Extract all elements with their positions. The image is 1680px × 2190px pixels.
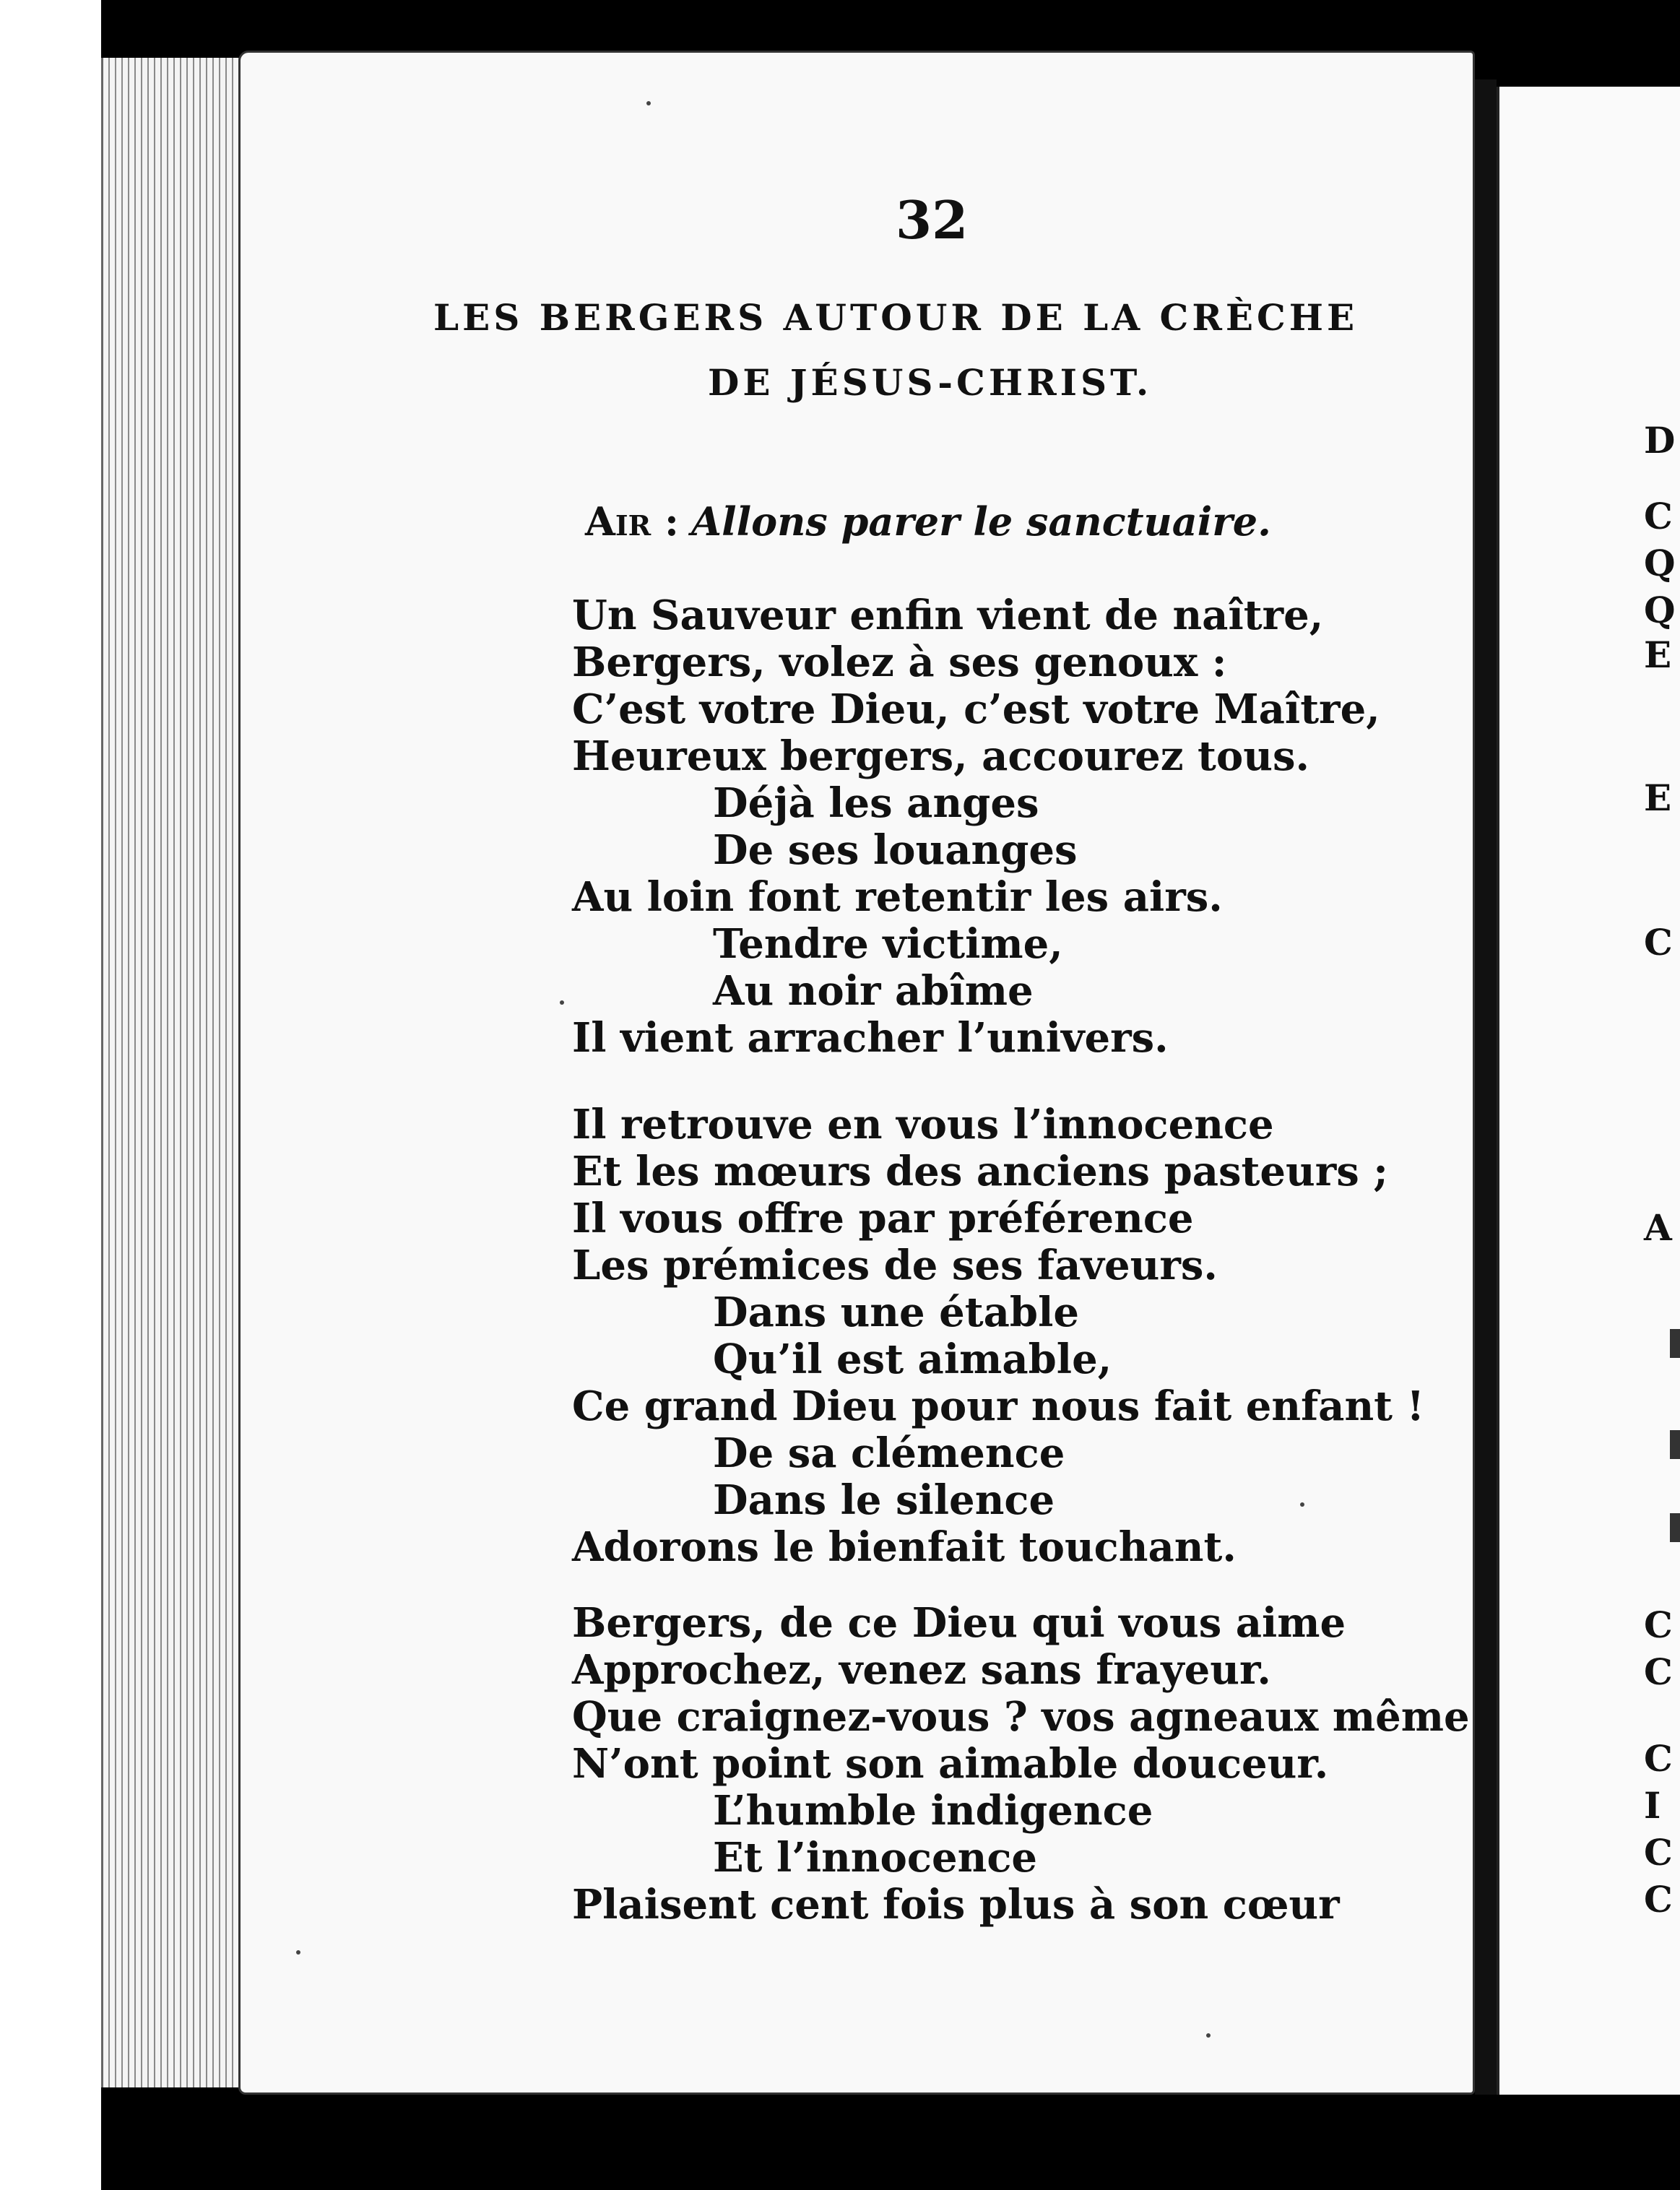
song-title-line-2: DE JÉSUS-CHRIST. (708, 361, 1153, 404)
verse-line: Bergers, volez à ses genoux : (572, 639, 1227, 686)
paper-speck (646, 101, 651, 105)
verse-line: Bergers, de ce Dieu qui vous aime (572, 1599, 1346, 1647)
facing-page-letter: C (1644, 1831, 1673, 1874)
verse-line-indented: De sa clémence (713, 1429, 1065, 1477)
verse-line: Il vient arracher l’univers. (572, 1014, 1169, 1062)
verse-line: Heureux bergers, accourez tous. (572, 732, 1310, 780)
verse-line-indented: Et l’innocence (713, 1834, 1038, 1882)
page-edges (101, 58, 248, 2087)
facing-page-letter: I (1644, 1784, 1661, 1827)
verse-line-indented: Dans une étable (713, 1289, 1079, 1336)
verse-line: Il vous offre par préférence (572, 1195, 1194, 1242)
verse-line-indented: De ses louanges (713, 826, 1078, 874)
verse-line-indented: Au noir abîme (713, 967, 1034, 1015)
verse-line: Approchez, venez sans frayeur. (572, 1646, 1271, 1694)
verse-line-indented: Déjà les anges (713, 779, 1039, 827)
verse-line: N’ont point son aimable douceur. (572, 1740, 1329, 1788)
facing-page-mark (1670, 1329, 1680, 1358)
stanza-1 (572, 592, 1380, 1062)
facing-page-letter: C (1644, 1603, 1673, 1646)
verse-line-indented: Tendre victime, (713, 920, 1063, 968)
facing-page-letter: C (1644, 495, 1673, 537)
verse-line: Plaisent cent fois plus à son cœur (572, 1881, 1340, 1929)
facing-page-letter: C (1644, 921, 1673, 964)
facing-page-letter: C (1644, 1878, 1673, 1921)
paper-speck (296, 1950, 300, 1955)
facing-page-letter: C (1644, 1650, 1673, 1693)
scan-margin (0, 0, 101, 2190)
paper-speck (560, 1000, 564, 1005)
verse-line: Au loin font retentir les airs. (572, 873, 1223, 921)
facing-page-letter: Q (1644, 589, 1676, 631)
facing-page-mark (1670, 1513, 1680, 1542)
paper-speck (1300, 1502, 1304, 1507)
book-spine (1475, 79, 1497, 2095)
stanza-2 (572, 1102, 1424, 1571)
verse-line: Et les mœurs des anciens pasteurs ; (572, 1148, 1388, 1195)
page-number: 32 (896, 189, 969, 251)
facing-page-mark (1670, 1430, 1680, 1459)
facing-page-letter: Q (1644, 542, 1676, 584)
verse-line: Que craignez-vous ? vos agneaux même (572, 1693, 1470, 1741)
verse-line: Il retrouve en vous l’innocence (572, 1101, 1274, 1148)
facing-page-letter: E (1644, 633, 1672, 676)
verse-line: Adorons le bienfait touchant. (572, 1523, 1237, 1571)
air-indication (585, 498, 1271, 545)
facing-page-letter: D (1644, 419, 1676, 462)
verse-line-indented: L’humble indigence (713, 1787, 1153, 1835)
paper-speck (1206, 2033, 1211, 2038)
verse-line-indented: Dans le silence (713, 1476, 1055, 1524)
verse-line-indented: Qu’il est aimable, (713, 1336, 1112, 1383)
stanza-3 (572, 1600, 1470, 1929)
air-label: Air : (585, 498, 679, 545)
facing-page-letter: C (1644, 1737, 1673, 1780)
verse-line: Les prémices de ses faveurs. (572, 1242, 1218, 1289)
song-title-line-1: LES BERGERS AUTOUR DE LA CRÈCHE (433, 296, 1359, 339)
facing-page (1497, 87, 1680, 2095)
verse-line: Ce grand Dieu pour nous fait enfant ! (572, 1382, 1425, 1430)
verse-line: C’est votre Dieu, c’est votre Maître, (572, 685, 1380, 733)
air-tune: Allons parer le sanctuaire. (691, 498, 1271, 545)
verse-line: Un Sauveur enfin vient de naître, (572, 592, 1324, 639)
facing-page-letter: A (1644, 1206, 1672, 1249)
facing-page-letter: E (1644, 776, 1672, 819)
